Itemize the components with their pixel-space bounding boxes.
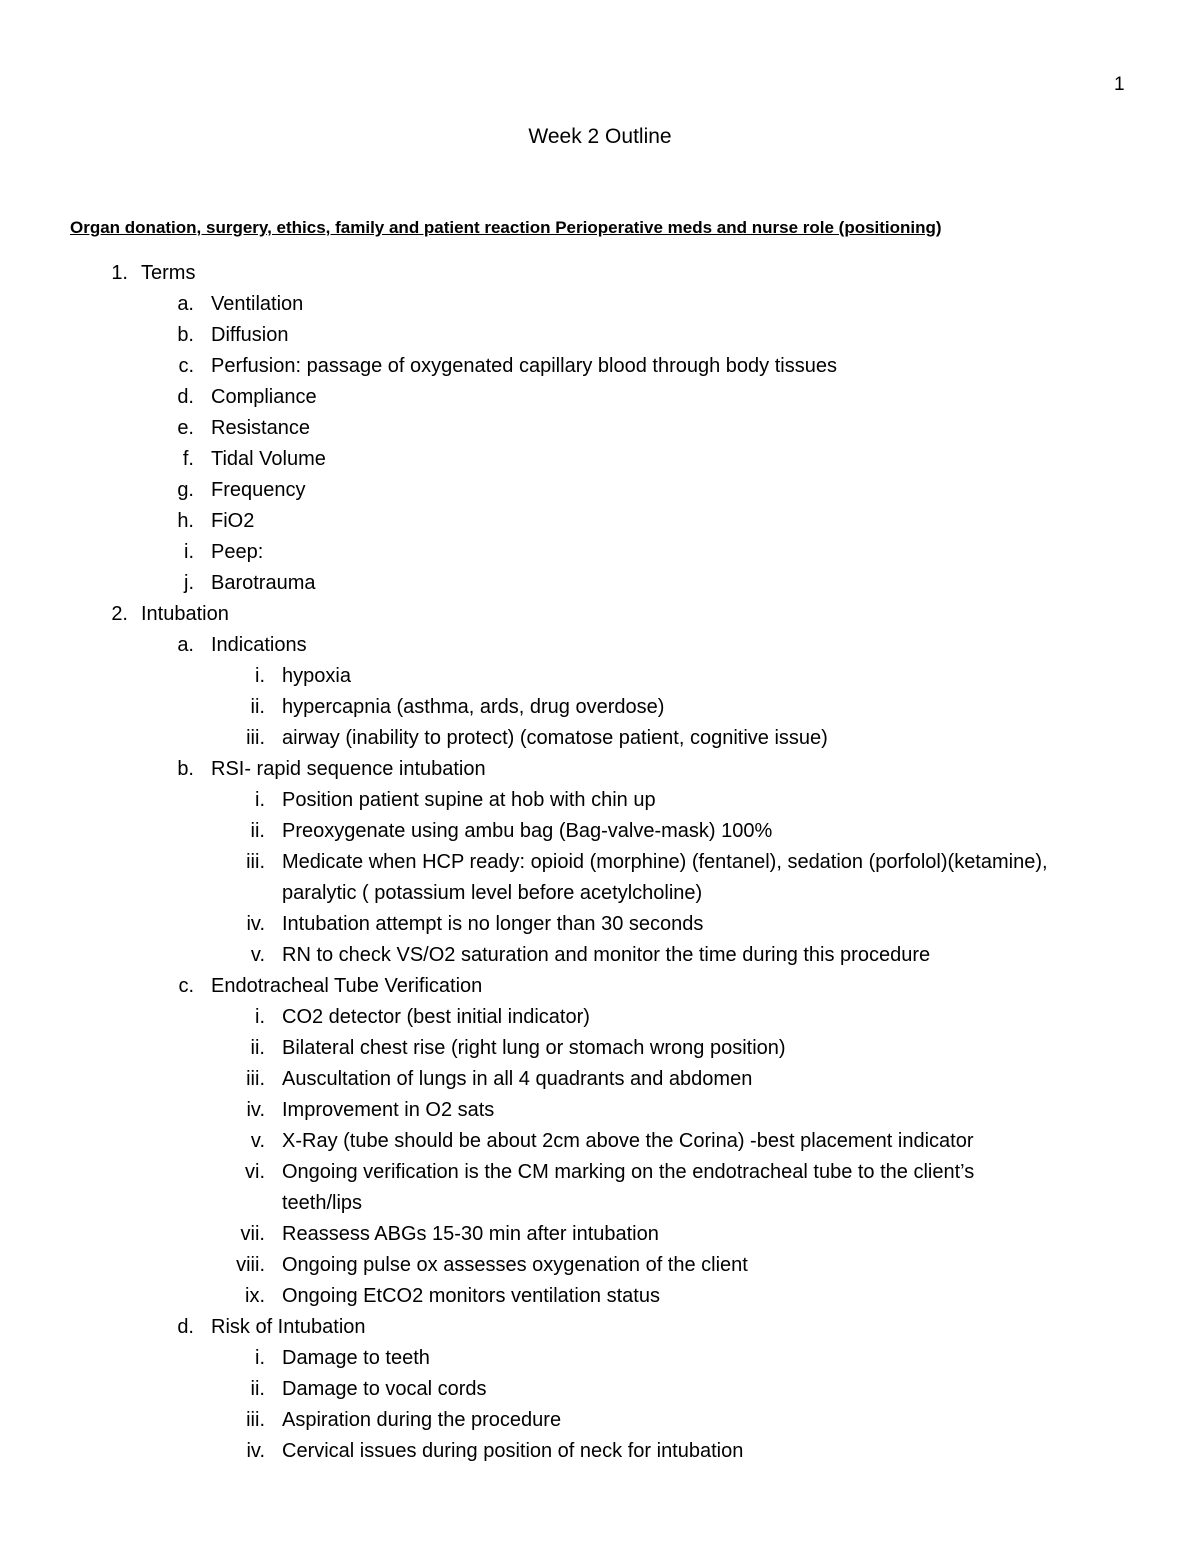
outline-item: [0, 568, 1200, 599]
outline-item-text: Barotrauma: [211, 572, 316, 594]
outline-item-marker: i.: [255, 665, 265, 687]
outline-item: [0, 1033, 1200, 1064]
outline-item: [0, 382, 1200, 413]
outline-item-marker: b.: [177, 324, 194, 346]
outline-item-marker: d.: [177, 386, 194, 408]
outline-item-text: Compliance: [211, 386, 317, 408]
outline-item-text: Terms: [141, 262, 196, 284]
outline-item-marker: 1.: [111, 262, 128, 284]
outline-item-text: Diffusion: [211, 324, 289, 346]
outline-item-text: CO2 detector (best initial indicator): [282, 1006, 590, 1028]
outline-item-text: Indications: [211, 634, 307, 656]
outline-item-text: hypercapnia (asthma, ards, drug overdose): [282, 696, 665, 718]
outline-item-text: Risk of Intubation: [211, 1316, 366, 1338]
outline-item-text: Ongoing verification is the CM marking on the endotracheal tube to the client’s: [282, 1161, 975, 1183]
outline-item-marker: ii.: [250, 1037, 265, 1059]
outline-item-text: Cervical issues during position of neck for intubation: [282, 1440, 744, 1462]
outline-item-marker: e.: [177, 417, 194, 439]
outline-item-text: Ventilation: [211, 293, 304, 315]
outline-item-marker: iv.: [246, 1099, 265, 1121]
outline-item-marker: a.: [177, 634, 194, 656]
outline-item-marker: ii.: [250, 696, 265, 718]
outline-item: [0, 723, 1200, 754]
outline-item: [0, 847, 1200, 878]
outline-item-text: Damage to vocal cords: [282, 1378, 487, 1400]
outline-item: [0, 1157, 1200, 1188]
outline-item-text: Ongoing pulse ox assesses oxygenation of the client: [282, 1254, 748, 1276]
outline-item: [0, 320, 1200, 351]
outline-item: [0, 909, 1200, 940]
outline-item-text: RN to check VS/O2 saturation and monitor the time during this procedure: [282, 944, 931, 966]
outline-item: [0, 630, 1200, 661]
outline-item-text: Intubation: [141, 603, 229, 625]
outline-item-text: Frequency: [211, 479, 306, 501]
outline-item-marker: iii.: [246, 851, 265, 873]
outline-item-marker: f.: [182, 448, 194, 470]
outline-item: [0, 1064, 1200, 1095]
outline-item: [0, 1188, 1200, 1219]
outline-item-marker: 2.: [111, 603, 128, 625]
outline-item-marker: h.: [177, 510, 194, 532]
outline-item: [0, 413, 1200, 444]
outline-item-marker: ii.: [250, 820, 265, 842]
outline-item-text: Peep:: [211, 541, 264, 563]
outline-item-marker: vii.: [240, 1223, 265, 1245]
outline-item: [0, 878, 1200, 909]
outline-item-text: Resistance: [211, 417, 310, 439]
section-subtitle: Organ donation, surgery, ethics, family and patient reaction Perioperative meds and nurse role (positioning): [70, 218, 942, 237]
outline-item-text: Aspiration during the procedure: [282, 1409, 562, 1431]
document-title: Week 2 Outline: [528, 125, 672, 148]
outline-list: [0, 258, 1200, 1467]
outline-item-marker: v.: [250, 944, 265, 966]
outline-item: [0, 754, 1200, 785]
outline-item: [0, 258, 1200, 289]
outline-item-text: Position patient supine at hob with chin up: [282, 789, 656, 811]
outline-item-text: RSI- rapid sequence intubation: [211, 758, 486, 780]
outline-item-marker: v.: [250, 1130, 265, 1152]
outline-item-marker: d.: [177, 1316, 194, 1338]
outline-item: [0, 1219, 1200, 1250]
outline-item: [0, 785, 1200, 816]
outline-item-text: paralytic ( potassium level before acetylcholine): [282, 882, 703, 904]
outline-item: [0, 940, 1200, 971]
outline-item-text: Endotracheal Tube Verification: [211, 975, 483, 997]
outline-item-marker: c.: [178, 975, 194, 997]
page-number: 1: [1114, 74, 1125, 95]
outline-item: [0, 599, 1200, 630]
outline-item: [0, 475, 1200, 506]
outline-item-text: Preoxygenate using ambu bag (Bag-valve-mask) 100%: [282, 820, 773, 842]
outline-item-text: hypoxia: [282, 665, 351, 687]
outline-item-text: Damage to teeth: [282, 1347, 430, 1369]
outline-item: [0, 971, 1200, 1002]
outline-item: [0, 537, 1200, 568]
outline-item-marker: iv.: [246, 1440, 265, 1462]
outline-item-text: Intubation attempt is no longer than 30 seconds: [282, 913, 704, 935]
outline-item-text: FiO2: [211, 510, 255, 532]
outline-item-text: airway (inability to protect) (comatose patient, cognitive issue): [282, 727, 828, 749]
outline-item-text: teeth/lips: [282, 1192, 363, 1214]
outline-item-marker: ix.: [245, 1285, 265, 1307]
outline-item-text: Ongoing EtCO2 monitors ventilation status: [282, 1285, 660, 1307]
outline-item: [0, 444, 1200, 475]
outline-item: [0, 1002, 1200, 1033]
outline-item-text: Medicate when HCP ready: opioid (morphine) (fentanel), sedation (porfolol)(ketamine),: [282, 851, 1048, 873]
outline-item: [0, 1250, 1200, 1281]
outline-item: [0, 1095, 1200, 1126]
outline-item-marker: iii.: [246, 1409, 265, 1431]
outline-item-text: Perfusion: passage of oxygenated capillary blood through body tissues: [211, 355, 837, 377]
outline-item-text: Reassess ABGs 15-30 min after intubation: [282, 1223, 659, 1245]
outline-item: [0, 1405, 1200, 1436]
outline-item-marker: b.: [177, 758, 194, 780]
outline-item: [0, 351, 1200, 382]
outline-item-marker: vi.: [245, 1161, 265, 1183]
outline-item: [0, 1126, 1200, 1157]
outline-item: [0, 692, 1200, 723]
outline-item-marker: iv.: [246, 913, 265, 935]
outline-item-text: Improvement in O2 sats: [282, 1099, 495, 1121]
outline-item-marker: j.: [184, 572, 194, 594]
outline-item-marker: iii.: [246, 1068, 265, 1090]
outline-item: [0, 506, 1200, 537]
outline-item: [0, 1374, 1200, 1405]
outline-item-marker: i.: [184, 541, 194, 563]
outline-item: [0, 816, 1200, 847]
outline-item-text: Auscultation of lungs in all 4 quadrants and abdomen: [282, 1068, 753, 1090]
outline-item-marker: iii.: [246, 727, 265, 749]
outline-item: [0, 661, 1200, 692]
outline-item: [0, 1281, 1200, 1312]
outline-item-text: Bilateral chest rise (right lung or stomach wrong position): [282, 1037, 786, 1059]
outline-item: [0, 1343, 1200, 1374]
outline-item-text: Tidal Volume: [211, 448, 326, 470]
outline-item-marker: a.: [177, 293, 194, 315]
outline-item: [0, 1436, 1200, 1467]
outline-item: [0, 1312, 1200, 1343]
outline-item-marker: ii.: [250, 1378, 265, 1400]
outline-item-marker: c.: [178, 355, 194, 377]
outline-item-marker: i.: [255, 789, 265, 811]
outline-item: [0, 289, 1200, 320]
outline-item-marker: i.: [255, 1006, 265, 1028]
outline-item-marker: g.: [177, 479, 194, 501]
outline-item-marker: i.: [255, 1347, 265, 1369]
outline-item-text: X-Ray (tube should be about 2cm above the Corina) -best placement indicator: [282, 1130, 974, 1152]
outline-item-marker: viii.: [236, 1254, 265, 1276]
